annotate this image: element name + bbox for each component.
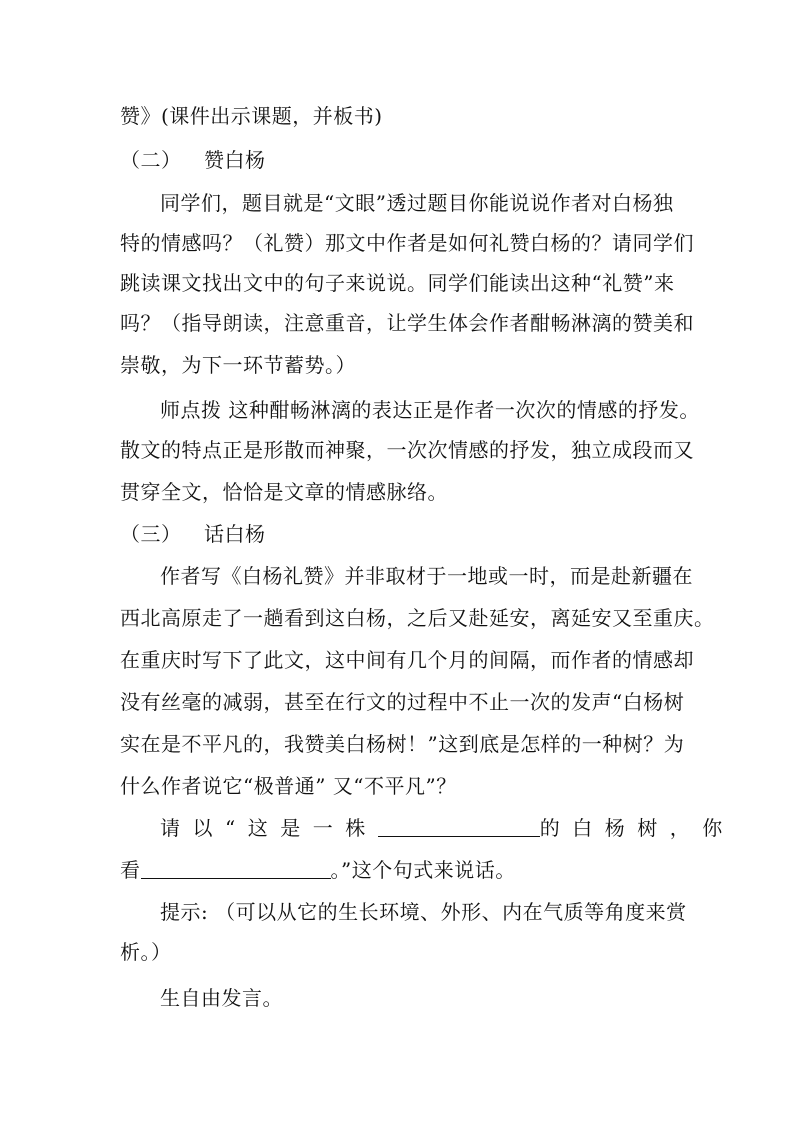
text-line: 跳读课文找出文中的句子来说说。同学们能读出这种“礼赞”来 <box>120 271 675 295</box>
text-line: 贯穿全文，恰恰是文章的情感脉络。 <box>120 480 448 504</box>
text-segment: 。”这个句式来说话。 <box>330 858 516 882</box>
section-number: （三） <box>120 522 182 546</box>
text-line: 实在是不平凡的，我赞美白杨树！”这到底是怎样的一种树？为 <box>120 732 685 756</box>
fill-in-sentence <box>160 813 735 843</box>
text-line: 特的情感吗？（礼赞）那文中作者是如何礼赞白杨的？请同学们 <box>120 231 694 255</box>
text-line: 没有丝毫的减弱，甚至在行文的过程中不止一次的发声“白杨树 <box>120 690 685 714</box>
text-line: 西北高原走了一趟看到这白杨，之后又赴延安，离延安又至重庆。 <box>120 606 715 630</box>
section-heading-3 <box>120 519 266 549</box>
section-heading-2 <box>120 145 266 175</box>
text-line: 析。） <box>120 940 172 964</box>
text-line: 什么作者说它“极普通” 又“不平凡”？ <box>120 774 457 798</box>
text-segment: 请以“这是一株 <box>160 816 378 840</box>
text-segment: 看 <box>120 858 141 882</box>
text-line: 同学们，题目就是“文眼”透过题目你能说说作者对白杨独 <box>160 191 674 215</box>
blank-line <box>141 858 331 879</box>
section-title: 话白杨 <box>204 522 266 546</box>
text-line: 赞》(课件出示课题，并板书) <box>120 104 383 128</box>
text-line: 散文的特点正是形散而神聚，一次次情感的抒发，独立成段而又 <box>120 438 694 462</box>
text-line: 作者写《白杨礼赞》并非取材于一地或一时，而是赴新疆在 <box>160 564 693 588</box>
blank-line <box>378 816 540 837</box>
text-line: 崇敬，为下一环节蓄势。） <box>120 353 356 377</box>
section-number: （二） <box>120 148 182 172</box>
fill-in-sentence-cont <box>120 855 516 885</box>
text-segment: 的白杨树，你 <box>539 816 735 840</box>
text-line: 在重庆时写下了此文，这中间有几个月的间隔，而作者的情感却 <box>120 648 694 672</box>
text-line: 生自由发言。 <box>160 986 283 1010</box>
section-title: 赞白杨 <box>204 148 266 172</box>
text-line: 吗？（指导朗读，注意重音，让学生体会作者酣畅淋漓的赞美和 <box>120 311 694 335</box>
text-line: 提示: （可以从它的生长环境、外形、内在气质等角度来赏 <box>160 900 687 924</box>
text-line: 师点拨 这种酣畅淋漓的表达正是作者一次次的情感的抒发。 <box>160 398 700 422</box>
